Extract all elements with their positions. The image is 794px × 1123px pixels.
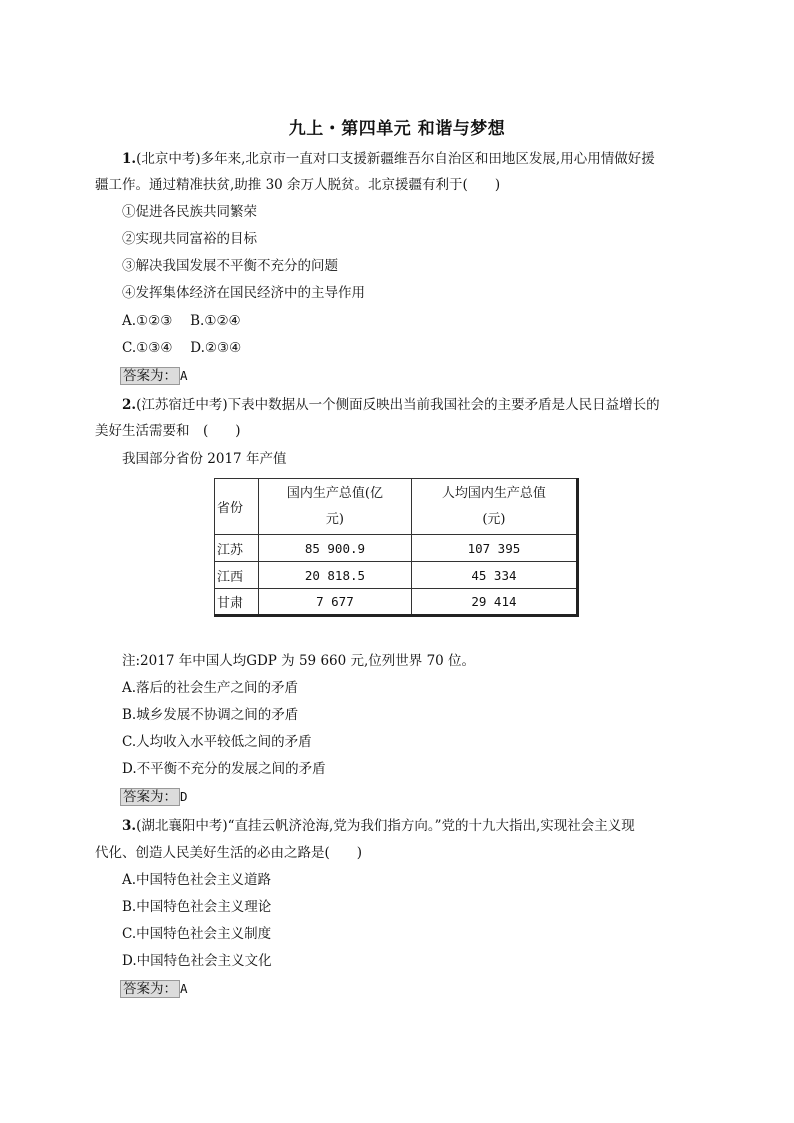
cell-gdp: 7 677 (259, 589, 412, 616)
header-per-capita-line2: (元) (482, 511, 506, 527)
q1-answer (120, 367, 188, 385)
header-gdp-per-capita (411, 479, 577, 535)
q2-stem-line2: 美好生活需要和 ( ) (95, 423, 241, 439)
table-row (215, 589, 578, 616)
q1-item-3: ③解决我国发展不平衡不充分的问题 (122, 258, 338, 274)
q3-option-b: B.中国特色社会主义理论 (122, 899, 272, 915)
cell-province: 江西 (215, 562, 259, 589)
q2-number: 2. (122, 397, 137, 413)
q1-item-4: ④发挥集体经济在国民经济中的主导作用 (122, 285, 365, 301)
q1-options-row1: A.①②③ B.①②④ (122, 313, 241, 329)
q3-text-line1: (湖北襄阳中考)“直挂云帆济沧海,党为我们指方向。”党的十九大指出,实现社会主义现 (136, 818, 635, 834)
answer-label: 答案为： (120, 367, 180, 385)
table-header-row (215, 479, 578, 535)
q1-text-line1: (北京中考)多年来,北京市一直对口支援新疆维吾尔自治区和田地区发展,用心用情做好援 (136, 151, 655, 167)
q3-answer (120, 980, 188, 998)
cell-gdp: 85 900.9 (259, 535, 412, 562)
q3-option-c: C.中国特色社会主义制度 (122, 926, 272, 942)
q2-note: 注:2017 年中国人均GDP 为 59 660 元,位列世界 70 位。 (122, 653, 476, 669)
q1-item-2: ②实现共同富裕的目标 (122, 231, 257, 247)
cell-province: 江苏 (215, 535, 259, 562)
table-row (215, 562, 578, 589)
q2-option-c: C.人均收入水平较低之间的矛盾 (122, 734, 312, 750)
q3-answer-value: A (180, 981, 188, 996)
q3-stem-line2: 代化、创造人民美好生活的必由之路是( ) (95, 845, 363, 861)
q3-stem-line1 (122, 817, 635, 835)
header-gdp-line1: 国内生产总值(亿 (286, 485, 383, 501)
answer-label: 答案为： (120, 980, 180, 998)
q1-options-row2: C.①③④ D.②③④ (122, 340, 242, 356)
q1-item-1: ①促进各民族共同繁荣 (122, 204, 257, 220)
header-gdp (259, 479, 412, 535)
q1-stem-line1 (122, 150, 655, 168)
q2-stem-line1 (122, 396, 660, 414)
q1-stem-line2: 疆工作。通过精准扶贫,助推 30 余万人脱贫。北京援疆有利于( ) (95, 177, 501, 193)
cell-per-capita: 107 395 (411, 535, 577, 562)
q1-number: 1. (122, 151, 137, 167)
q3-option-a: A.中国特色社会主义道路 (122, 872, 272, 888)
gdp-table (214, 478, 579, 617)
q2-text-line1: (江苏宿迁中考)下表中数据从一个侧面反映出当前我国社会的主要矛盾是人民日益增长的 (136, 397, 660, 413)
q1-answer-value: A (180, 368, 188, 383)
header-per-capita-line1: 人均国内生产总值 (441, 485, 546, 501)
table-row (215, 535, 578, 562)
q2-option-a: A.落后的社会生产之间的矛盾 (122, 680, 299, 696)
answer-label: 答案为： (120, 788, 180, 806)
cell-per-capita: 45 334 (411, 562, 577, 589)
cell-province: 甘肃 (215, 589, 259, 616)
cell-per-capita: 29 414 (411, 589, 577, 616)
q3-number: 3. (122, 818, 137, 834)
q2-answer (120, 788, 188, 806)
q2-answer-value: D (180, 789, 188, 804)
cell-gdp: 20 818.5 (259, 562, 412, 589)
page-title: 九上・第四单元 和谐与梦想 (288, 119, 506, 139)
q3-option-d: D.中国特色社会主义文化 (122, 953, 272, 969)
q2-option-d: D.不平衡不充分的发展之间的矛盾 (122, 761, 326, 777)
q2-option-b: B.城乡发展不协调之间的矛盾 (122, 707, 299, 723)
header-province: 省份 (215, 479, 259, 535)
header-gdp-line2: 元) (325, 511, 344, 527)
table-caption: 我国部分省份 2017 年产值 (122, 451, 287, 467)
